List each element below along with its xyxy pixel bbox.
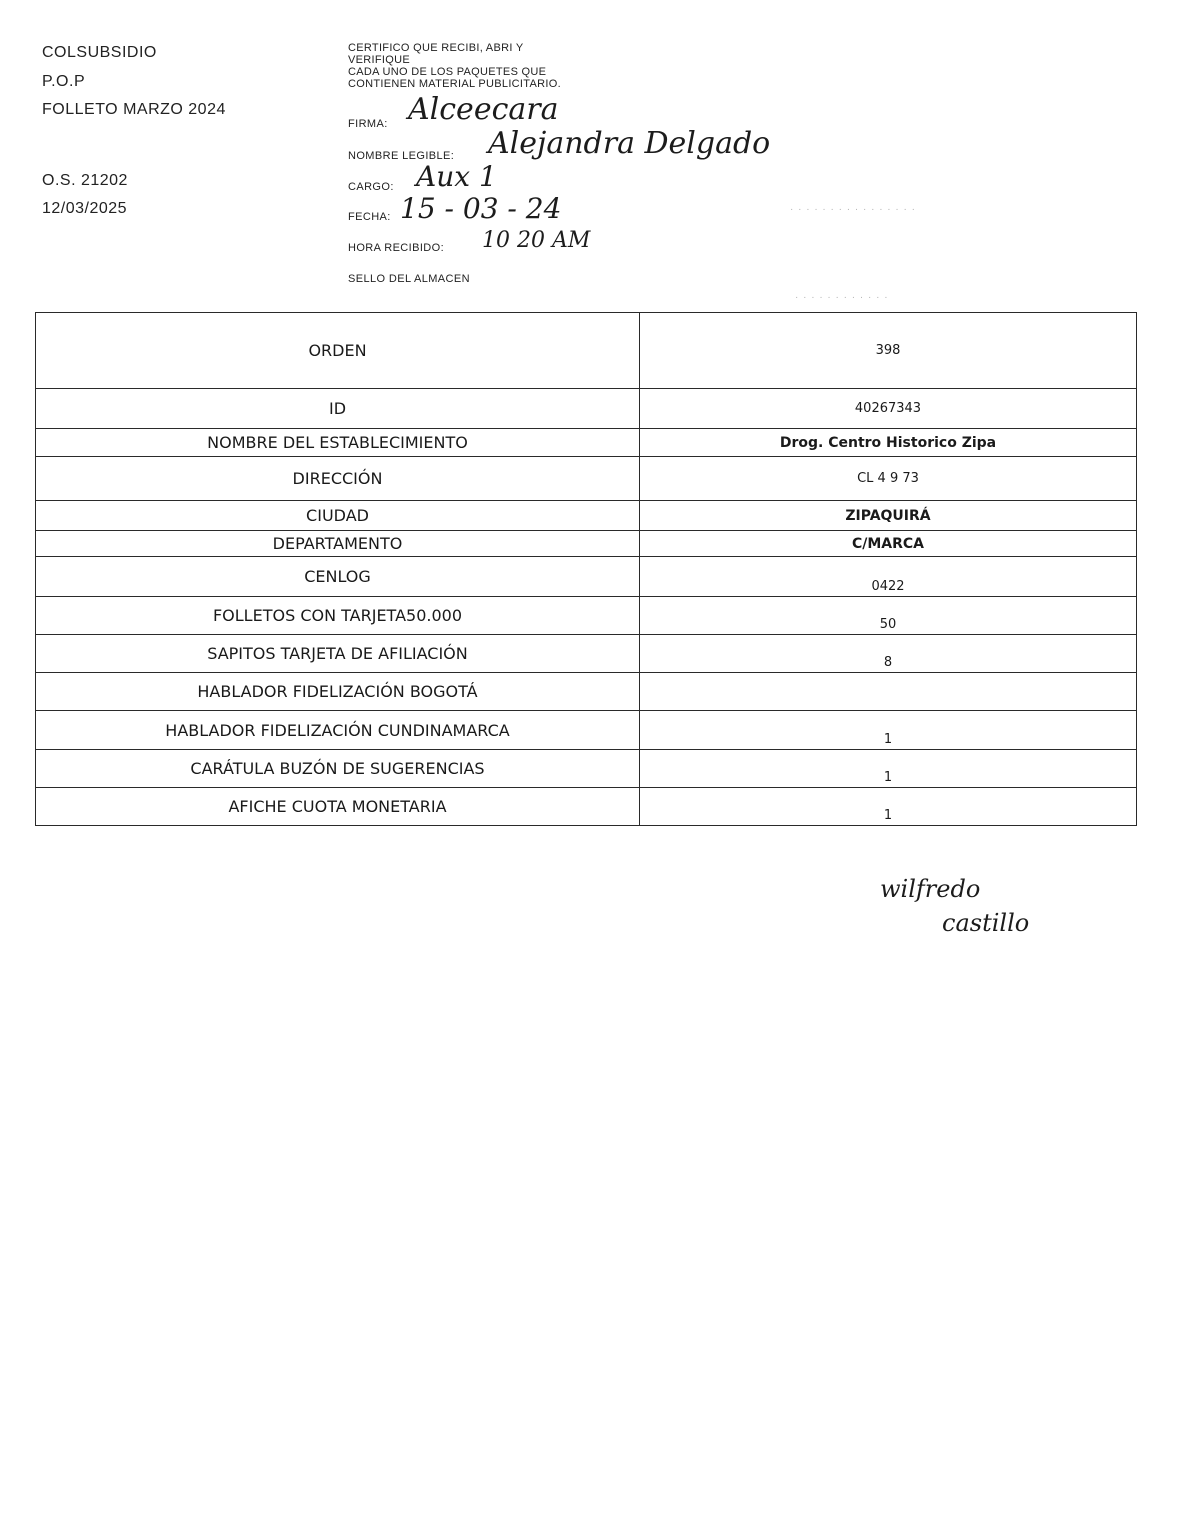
row-label-departamento: DEPARTAMENTO bbox=[36, 531, 640, 557]
pop-label: P.O.P bbox=[42, 73, 86, 90]
row-label-id: ID bbox=[36, 389, 640, 429]
fecha-handwritten-value: 15 - 03 - 24 bbox=[400, 192, 562, 225]
row-value-id: 40267343 bbox=[640, 389, 1137, 429]
table-row bbox=[36, 750, 1137, 788]
row-label-sapitos: SAPITOS TARJETA DE AFILIACIÓN bbox=[36, 635, 640, 673]
order-service-number: O.S. 21202 bbox=[42, 172, 128, 189]
row-value-orden: 398 bbox=[640, 313, 1137, 389]
table-row bbox=[36, 429, 1137, 457]
hora-recibido-label: HORA RECIBIDO: bbox=[348, 242, 445, 254]
row-value-sapitos: 8 bbox=[640, 635, 1137, 673]
certificate-line: CONTIENEN MATERIAL PUBLICITARIO. bbox=[348, 78, 561, 90]
table-row bbox=[36, 457, 1137, 501]
row-value-direccion: CL 4 9 73 bbox=[640, 457, 1137, 501]
company-name: COLSUBSIDIO bbox=[42, 44, 157, 61]
signature-line: castillo bbox=[942, 909, 1030, 937]
certificate-line: VERIFIQUE bbox=[348, 54, 410, 66]
row-label-ciudad: CIUDAD bbox=[36, 501, 640, 531]
certificate-line: CERTIFICO QUE RECIBI, ABRI Y bbox=[348, 42, 524, 54]
row-label-caratula-buzon: CARÁTULA BUZÓN DE SUGERENCIAS bbox=[36, 750, 640, 788]
order-table bbox=[35, 312, 1137, 826]
certificate-statement bbox=[348, 42, 561, 90]
folleto-title: FOLLETO MARZO 2024 bbox=[42, 101, 226, 118]
document-date: 12/03/2025 bbox=[42, 200, 128, 217]
table-row bbox=[36, 597, 1137, 635]
row-label-hablador-cundinamarca: HABLADOR FIDELIZACIÓN CUNDINAMARCA bbox=[36, 711, 640, 750]
firma-handwritten-value: Alceecara bbox=[408, 92, 559, 127]
hora-handwritten-value: 10 20 AM bbox=[482, 228, 591, 253]
row-label-establecimiento: NOMBRE DEL ESTABLECIMIENTO bbox=[36, 429, 640, 457]
row-label-folletos: FOLLETOS CON TARJETA50.000 bbox=[36, 597, 640, 635]
row-label-afiche-cuota: AFICHE CUOTA MONETARIA bbox=[36, 788, 640, 826]
sello-almacen-label: SELLO DEL ALMACEN bbox=[348, 273, 470, 285]
row-value-afiche-cuota: 1 bbox=[640, 788, 1137, 826]
table-row bbox=[36, 531, 1137, 557]
table-row bbox=[36, 635, 1137, 673]
table-row bbox=[36, 711, 1137, 750]
table-row bbox=[36, 389, 1137, 429]
row-value-hablador-bogota bbox=[640, 673, 1137, 711]
row-value-folletos: 50 bbox=[640, 597, 1137, 635]
row-value-hablador-cundinamarca: 1 bbox=[640, 711, 1137, 750]
row-value-ciudad: ZIPAQUIRÁ bbox=[640, 501, 1137, 531]
cargo-handwritten-value: Aux 1 bbox=[416, 160, 497, 193]
faint-scan-mark: · · · · · · · · · · · · bbox=[795, 292, 889, 303]
row-label-cenlog: CENLOG bbox=[36, 557, 640, 597]
firma-label: FIRMA: bbox=[348, 118, 388, 130]
table-row bbox=[36, 557, 1137, 597]
row-value-caratula-buzon: 1 bbox=[640, 750, 1137, 788]
bottom-handwritten-signature bbox=[880, 872, 1029, 940]
table-row bbox=[36, 673, 1137, 711]
signature-line: wilfredo bbox=[880, 875, 981, 903]
table-row bbox=[36, 788, 1137, 826]
row-label-hablador-bogota: HABLADOR FIDELIZACIÓN BOGOTÁ bbox=[36, 673, 640, 711]
certificate-line: CADA UNO DE LOS PAQUETES QUE bbox=[348, 66, 547, 78]
row-value-cenlog: 0422 bbox=[640, 557, 1137, 597]
faint-scan-mark: · · · · · · · · · · · · · · · · bbox=[790, 204, 916, 215]
nombre-handwritten-value: Alejandra Delgado bbox=[488, 126, 771, 161]
table-row bbox=[36, 313, 1137, 389]
row-label-orden: ORDEN bbox=[36, 313, 640, 389]
row-value-departamento: C/MARCA bbox=[640, 531, 1137, 557]
table-row bbox=[36, 501, 1137, 531]
row-label-direccion: DIRECCIÓN bbox=[36, 457, 640, 501]
nombre-legible-label: NOMBRE LEGIBLE: bbox=[348, 150, 455, 162]
fecha-label: FECHA: bbox=[348, 211, 391, 223]
row-value-establecimiento: Drog. Centro Historico Zipa bbox=[640, 429, 1137, 457]
cargo-label: CARGO: bbox=[348, 181, 394, 193]
